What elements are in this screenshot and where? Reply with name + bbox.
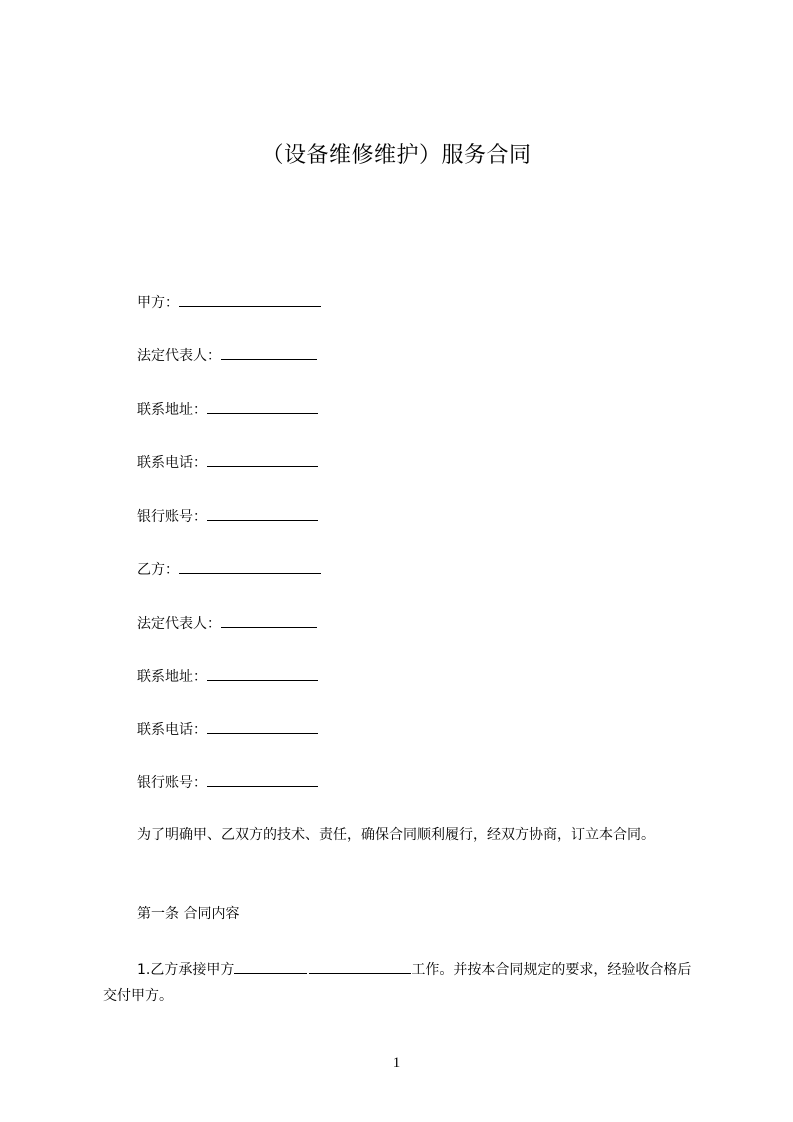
page-number: 1: [392, 1055, 401, 1071]
party-b-rep-blank[interactable]: [221, 612, 317, 628]
party-a-rep-blank[interactable]: [221, 344, 317, 360]
party-a-bank-label: 银行账号：: [137, 509, 207, 525]
party-a-name-field: [137, 291, 321, 313]
party-a-phone-field: [137, 451, 318, 473]
party-a-phone-label: 联系电话：: [137, 455, 207, 471]
party-b-address-field: [137, 665, 318, 687]
item-1-prefix: 1.: [137, 962, 151, 978]
party-b-bank-label: 银行账号：: [137, 775, 207, 791]
party-a-address-field: [137, 398, 318, 420]
item-1-blank-a[interactable]: [234, 958, 307, 974]
party-b-name-field: [137, 558, 321, 580]
party-b-rep-label: 法定代表人：: [137, 616, 221, 632]
intro-text: 为了明确甲、乙双方的技术、责任，确保合同顺利履行，经双方协商，订立本合同。: [137, 827, 655, 843]
party-a-name-label: 甲方：: [137, 295, 179, 311]
party-b-rep-field: [137, 612, 317, 634]
intro-paragraph: [103, 822, 703, 848]
item-1-after: 工作。并按本合同规定的要求，经验收合格后交付甲方。: [103, 962, 692, 1004]
party-a-address-label: 联系地址：: [137, 402, 207, 418]
party-b-phone-field: [137, 718, 318, 740]
party-b-bank-field: [137, 771, 318, 793]
party-b-bank-blank[interactable]: [207, 771, 318, 787]
article-1-heading: 第一条 合同内容: [137, 906, 240, 922]
party-a-rep-label: 法定代表人：: [137, 348, 221, 364]
party-b-name-label: 乙方：: [137, 562, 179, 578]
party-b-address-label: 联系地址：: [137, 669, 207, 685]
party-b-phone-label: 联系电话：: [137, 722, 207, 738]
party-a-bank-blank[interactable]: [207, 505, 318, 521]
party-a-phone-blank[interactable]: [207, 451, 318, 467]
party-a-address-blank[interactable]: [207, 398, 318, 414]
party-b-phone-blank[interactable]: [207, 718, 318, 734]
item-1-blank-b[interactable]: [309, 958, 411, 974]
party-a-name-blank[interactable]: [179, 291, 321, 307]
article-1-item-1: [103, 957, 703, 1009]
document-title: （设备维修维护）服务合同: [261, 143, 532, 168]
item-1-before: 乙方承接甲方: [150, 962, 235, 978]
party-b-name-blank[interactable]: [179, 558, 321, 574]
party-a-bank-field: [137, 505, 318, 527]
party-b-address-blank[interactable]: [207, 665, 318, 681]
party-a-rep-field: [137, 344, 317, 366]
